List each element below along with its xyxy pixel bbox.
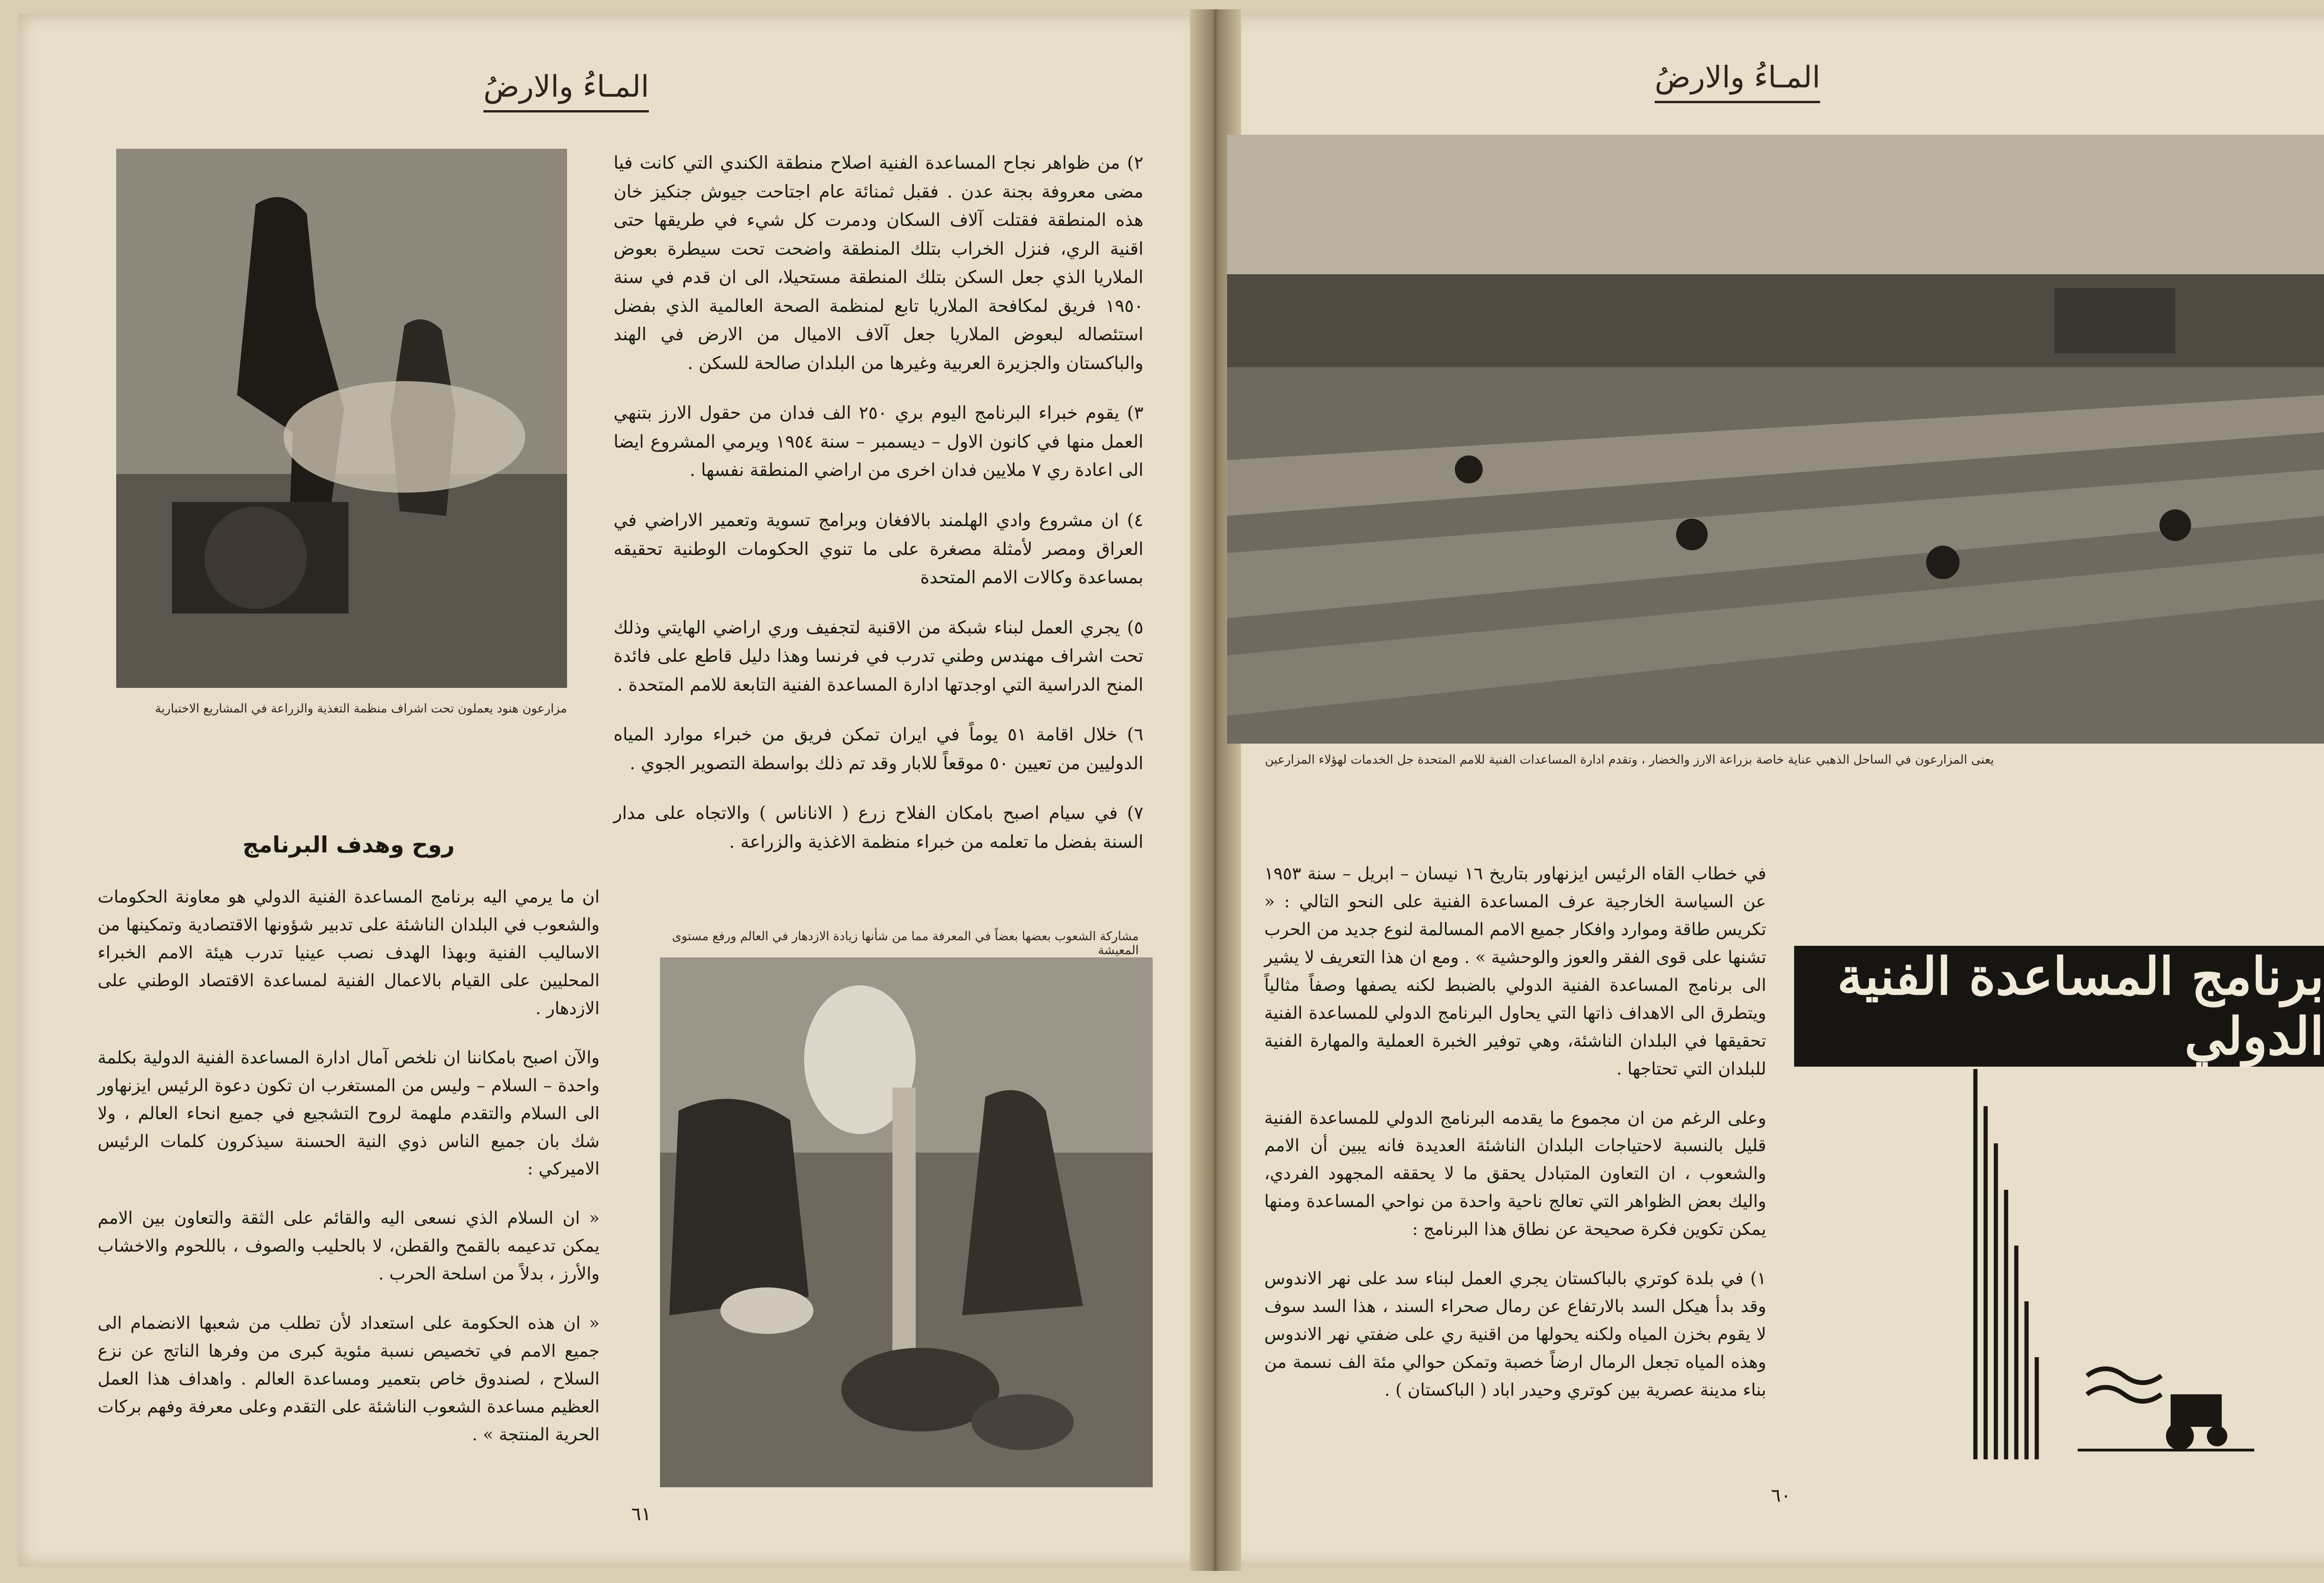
item-6: ٦) خلال اقامة ٥١ يوماً في ايران تمكن فريق من خبراء موارد المياه الدوليين من تعيين ٥٠ موقعاً للابار وقد تم ذلك بواسطة التصوير الجوي . bbox=[614, 724, 1143, 773]
photo-top-caption: مزارعون هنود يعملون تحت اشراف منظمة التغذية والزراعة في المشاريع الاختبارية bbox=[155, 702, 567, 716]
left-numbered-items bbox=[614, 149, 1143, 877]
photo-bottom-caption: مشاركة الشعوب بعضها بعضاً في المعرفة مما من شأنها زيادة الازدهار في العالم ورفع مستوى المعيشة bbox=[672, 930, 1139, 957]
item-2: ٢) من ظواهر نجاح المساعدة الفنية اصلاح منطقة الكندي التي كانت فيا مضى معروفة بجنة عدن . فقبل ثمنائة عام اجتاحت جيوش جنكيز خان هذه المنطقة فقتلت آلاف السكان ودمرت كل شيء في طريقها حتى اقنية الري، فنزل الخراب بتلك المنطقة واضحت تحت سيطرة بعوض الملاريا الذي جعل السكن بتلك المنطقة مستحيلا، الى ان قدم في سنة ١٩٥٠ فريق لمكافحة الملاريا تابع لمنظمة الصحة العالمية الذي بفضل استئصاله لبعوض الملاريا جعل آلاف الاميال من الارض في الهند والباكستان والجزيرة العربية وغيرها من البلدان صالحة للسكن . bbox=[614, 152, 1143, 373]
running-header-left bbox=[483, 70, 649, 104]
header-underline bbox=[1655, 101, 1820, 103]
item-7: ٧) في سيام اصبح بامكان الفلاح زرع ( الاناناس ) والاتجاه على مدار السنة بفضل ما تعلمه من خبراء منظمة الاغذية والزراعة . bbox=[614, 803, 1143, 852]
running-header-right bbox=[1655, 60, 1820, 95]
header-underline bbox=[483, 110, 649, 112]
photo-farmers-threshing-art bbox=[116, 149, 567, 688]
body-paragraph-3: « ان السلام الذي نسعى اليه والقائم على الثقة والتعاون بين الامم يمكن تدعيمه بالقمح والقطن، لا بالحليب والصوف ، باللحوم والاخشاب والأرز ، بدلاً من اسلحة الحرب . bbox=[98, 1208, 600, 1284]
running-header-text: المـاءُ والارضُ bbox=[483, 70, 649, 104]
section-heading: روح وهدف البرنامج bbox=[242, 832, 455, 858]
left-body bbox=[98, 883, 600, 1470]
item-1: ١) في بلدة كوتري بالباكستان يجري العمل لبناء سد على نهر الاندوس وقد بدأ هيكل السد بالارتفاع عن رمال صحراء السند ، هذا السد سوف لا يقوم بخزن المياه ولكنه يحولها من اقنية ري على ضفتي نهر الاندوس وهذه المياه تجعل الرمال ارضاً خصبة وتمكن حوالي مئة الف نسمة من بناء مدينة عصرية بين كوتري وحيدر اباد ( الباكستان ) . bbox=[1264, 1268, 1766, 1400]
decorative-bars bbox=[1971, 1069, 2092, 1469]
photo-rice-field-art bbox=[1227, 135, 2324, 744]
body-paragraph-2: والآن اصبح بامكاننا ان نلخص آمال ادارة المساعدة الفنية الدولية بكلمة واحدة – السلام – وليس من المستغرب ان تكون دعوة الرئيس ايزنهاور الى السلام والتقدم ملهمة لروح التشجيع في جميع انحاء العالم ، ولا شك بان جميع الناس ذوي النية الحسنة سيذكرون كلمات الرئيس الاميركي : bbox=[98, 1047, 600, 1179]
tractor-icon bbox=[2078, 1339, 2254, 1459]
running-header-text: المـاءُ والارضُ bbox=[1655, 60, 1821, 95]
rice-photo-caption: يعنى المزارعون في الساحل الذهبي عناية خاصة بزراعة الارز والخضار ، وتقدم ادارة المساعدات الفنية للامم المتحدة جل الخدمات لهؤلاء المزارعين bbox=[1265, 753, 1994, 767]
body-paragraph-4: « ان هذه الحكومة على استعداد لأن تطلب من شعبها الانضمام الى جميع الامم في تخصيص نسبة مئوية كبرى من وفرها الناتج عن نزع السلاح ، لصندوق خاص بتعمير ومساعدة العالم . واهداف هذا العمل العظيم مساعدة الشعوب الناشئة على التقدم وعلى معرفة وفهم بركات الحرية المنتجة » . bbox=[98, 1313, 600, 1444]
photo-women-cooking bbox=[660, 957, 1153, 1487]
right-page-number: ٦٠ bbox=[1771, 1485, 1791, 1506]
left-page-number: ٦١ bbox=[631, 1504, 651, 1525]
second-paragraph: وعلى الرغم من ان مجموع ما يقدمه البرنامج الدولي للمساعدة الفنية قليل بالنسبة لاحتياجات البلدان الناشئة العديدة فانه يبين أن الامم والشعوب ، ان التعاون المتبادل يحقق ما لا يحققه المجهود الفردي، واليك بعض الظواهر التي تعالج ناحية واحدة من نواحي المساعدة ومنها يمكن تكوين فكرة صحيحة عن نطاق هذا البرنامج : bbox=[1264, 1108, 1766, 1240]
item-4: ٤) ان مشروع وادي الهلمند بالافغان وبرامج تسوية وتعمير الاراضي في العراق ومصر لأمثلة مصغرة على ما تنوي الحكومات الوطنية تحقيقه بمساعدة وكالات الامم المتحدة bbox=[614, 510, 1143, 588]
photo-rice-field bbox=[1227, 135, 2324, 744]
item-3: ٣) يقوم خبراء البرنامج اليوم بري ٢٥٠ الف فدان من حقول الارز بتنهي العمل منها في كانون الاول – ديسمبر – سنة ١٩٥٤ ويرمي المشروع ايضا الى اعادة ري ٧ ملايين فدان اخرى من اراضي المنطقة نفسها . bbox=[614, 402, 1143, 481]
item-5: ٥) يجري العمل لبناء شبكة من الاقنية لتجفيف وري اراضي الهايتي وذلك تحت اشراف مهندس وطني تدرب في فرنسا وهذا دليل قاطع على فائدة المنح الدراسية التي اوجدتها ادارة المساعدة الفنية التابعة للامم المتحدة . bbox=[614, 617, 1143, 695]
photo-farmers-threshing bbox=[116, 149, 567, 688]
intro-paragraph: في خطاب القاه الرئيس ايزنهاور بتاريخ ١٦ نيسان – ابريل – سنة ١٩٥٣ عن السياسة الخارجية عرف المساعدة الفنية على النحو التالي : « تكريس طاقة وموارد وافكار جميع الامم المسالمة لنوع جديد من الحرب تشنها على قوى الفقر والعوز والوحشية » . ومع ان هذا التعريف لا يشير الى برنامج المساعدة الفنية الدولي بالضبط لكنه يصفها وصفاً مثالياً ويتطرق الى الاهداف ذاتها التي يحاول البرنامج الدولي للمساعدة الفنية تحقيقها في البلدان الناشئة، وهي توفير الخبرة العملية والمهارة الفنية للبلدان التي تحتاجها . bbox=[1264, 864, 1766, 1079]
article-title: برنامج المساعدة الفنية الدولي bbox=[1794, 946, 2324, 1067]
body-paragraph-1: ان ما يرمي اليه برنامج المساعدة الفنية الدولي هو معاونة الحكومات والشعوب في البلدان الناشئة على تدبير شؤونها الاقتصادية وتمكينها من الاساليب الفنية وبهذا الهدف نصب عينيا تدرب هيئة الامم الخبراء المحليين على القيام بالاعمال الفنية لمساعدة الاقتصاد الوطني على الازدهار . bbox=[98, 887, 600, 1018]
right-body bbox=[1264, 860, 1766, 1425]
photo-women-cooking-art bbox=[660, 957, 1153, 1487]
